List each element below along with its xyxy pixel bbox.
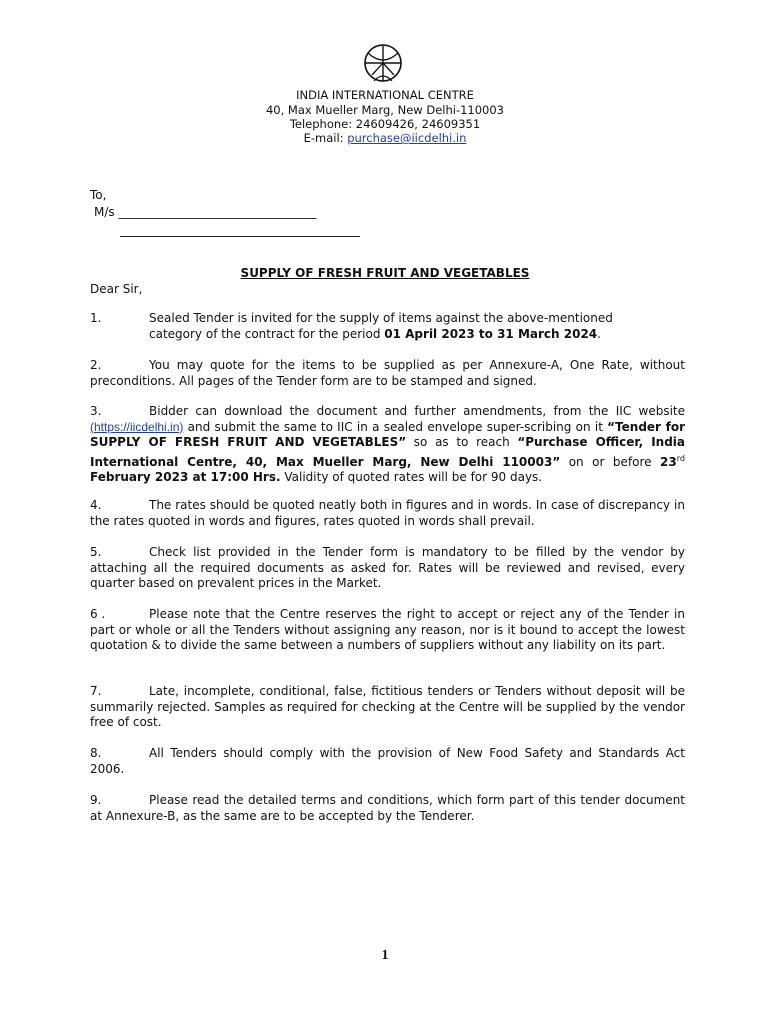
clause-text: on or before	[560, 454, 661, 469]
org-email-line	[0, 131, 770, 146]
clause-8	[90, 746, 685, 777]
clause-text: Sealed Tender is invited for the supply of items against the above-mentioned	[149, 311, 613, 325]
clause-text: The rates should be quoted neatly both in figures and in words. In case of discrepancy in the rates quoted in words and figures, rates quoted in words shall prevail.	[90, 498, 685, 528]
clause-text: You may quote for the items to be supplied as per Annexure-A, One Rate, without preconditions. All pages of the Tender form are to be stamped and signed.	[90, 358, 685, 388]
email-link[interactable]: purchase@iicdelhi.in	[347, 131, 467, 145]
clause-2	[90, 358, 685, 389]
org-name: INDIA INTERNATIONAL CENTRE	[296, 88, 474, 102]
purchase-officer-address: “Purchase Officer, India International Centre, 40, Max Mueller Marg, New Delhi 110003”	[90, 435, 685, 469]
clause-6	[90, 607, 685, 654]
iic-logo-icon	[360, 41, 406, 87]
clause-text: Please note that the Centre reserves the right to accept or reject any of the Tender in part or whole or all the Tenders without assigning any reason, nor is it bound to accept the lowest quotation & to divide the same between a numbers of suppliers without any liability on its part.	[90, 607, 685, 652]
address-blank-line	[120, 236, 360, 237]
clause-text: so as to reach	[406, 435, 518, 449]
clause-number: 7.	[90, 684, 102, 698]
deadline-suffix: rd	[676, 453, 685, 463]
ms-line: M/s _________________________________	[94, 205, 317, 219]
tender-title: “Tender for SUPPLY OF FRESH FRUIT AND VEGETABLES”	[90, 419, 685, 449]
clause-7	[90, 684, 685, 731]
email-label: E-mail:	[303, 131, 348, 145]
page-number: 1	[381, 948, 389, 963]
clause-9	[90, 793, 685, 824]
clause-text: category of the contract for the period	[149, 326, 385, 341]
clause-text: All Tenders should comply with the provision of New Food Safety and Standards Act 2006.	[90, 746, 685, 776]
to-label: To,	[90, 188, 107, 202]
clause-number: 3.	[90, 404, 102, 418]
clause-number: 1.	[90, 311, 102, 325]
clause-text: .	[597, 326, 601, 341]
clause-text: and submit the same to IIC in a sealed envelope super-scribing on it	[183, 419, 608, 434]
clause-text: Validity of quoted rates will be for 90 days.	[280, 470, 543, 484]
subject-heading: SUPPLY OF FRESH FRUIT AND VEGETABLES	[240, 266, 530, 280]
clause-text: Late, incomplete, conditional, false, fictitious tenders or Tenders without deposit will be summarily rejected. Samples as required for checking at the Centre will be supplied by the vendor free of cost.	[90, 684, 685, 729]
clause-number: 9.	[90, 793, 102, 807]
org-telephone: Telephone: 24609426, 24609351	[289, 117, 481, 131]
clause-3	[90, 404, 685, 486]
deadline-day: 23	[660, 454, 677, 469]
clause-text: Please read the detailed terms and conditions, which form part of this tender document at Annexure-B, as the same are to be accepted by the Tenderer.	[90, 793, 685, 823]
clause-number: 2.	[90, 358, 102, 372]
org-address: 40, Max Mueller Marg, New Delhi-110003	[265, 103, 504, 117]
clause-number: 5.	[90, 545, 102, 559]
contract-period: 01 April 2023 to 31 March 2024	[384, 326, 598, 341]
salutation: Dear Sir,	[90, 282, 143, 296]
clause-text: Bidder can download the document and further amendments, from the IIC website	[149, 404, 685, 418]
clause-1	[90, 311, 685, 342]
clause-number: 4.	[90, 498, 102, 512]
clause-text: Check list provided in the Tender form is mandatory to be filled by the vendor by attaching all the required documents as asked for. Rates will be reviewed and revised, every quarter based on prevalent prices in the Market.	[90, 545, 685, 590]
clause-number: 8.	[90, 746, 102, 760]
clause-4	[90, 498, 685, 529]
clause-number: 6 .	[90, 607, 106, 621]
iic-website-link[interactable]: (https://iicdelhi.in)	[90, 419, 184, 434]
deadline-date: February 2023 at 17:00 Hrs.	[90, 470, 281, 484]
clause-5	[90, 545, 685, 592]
